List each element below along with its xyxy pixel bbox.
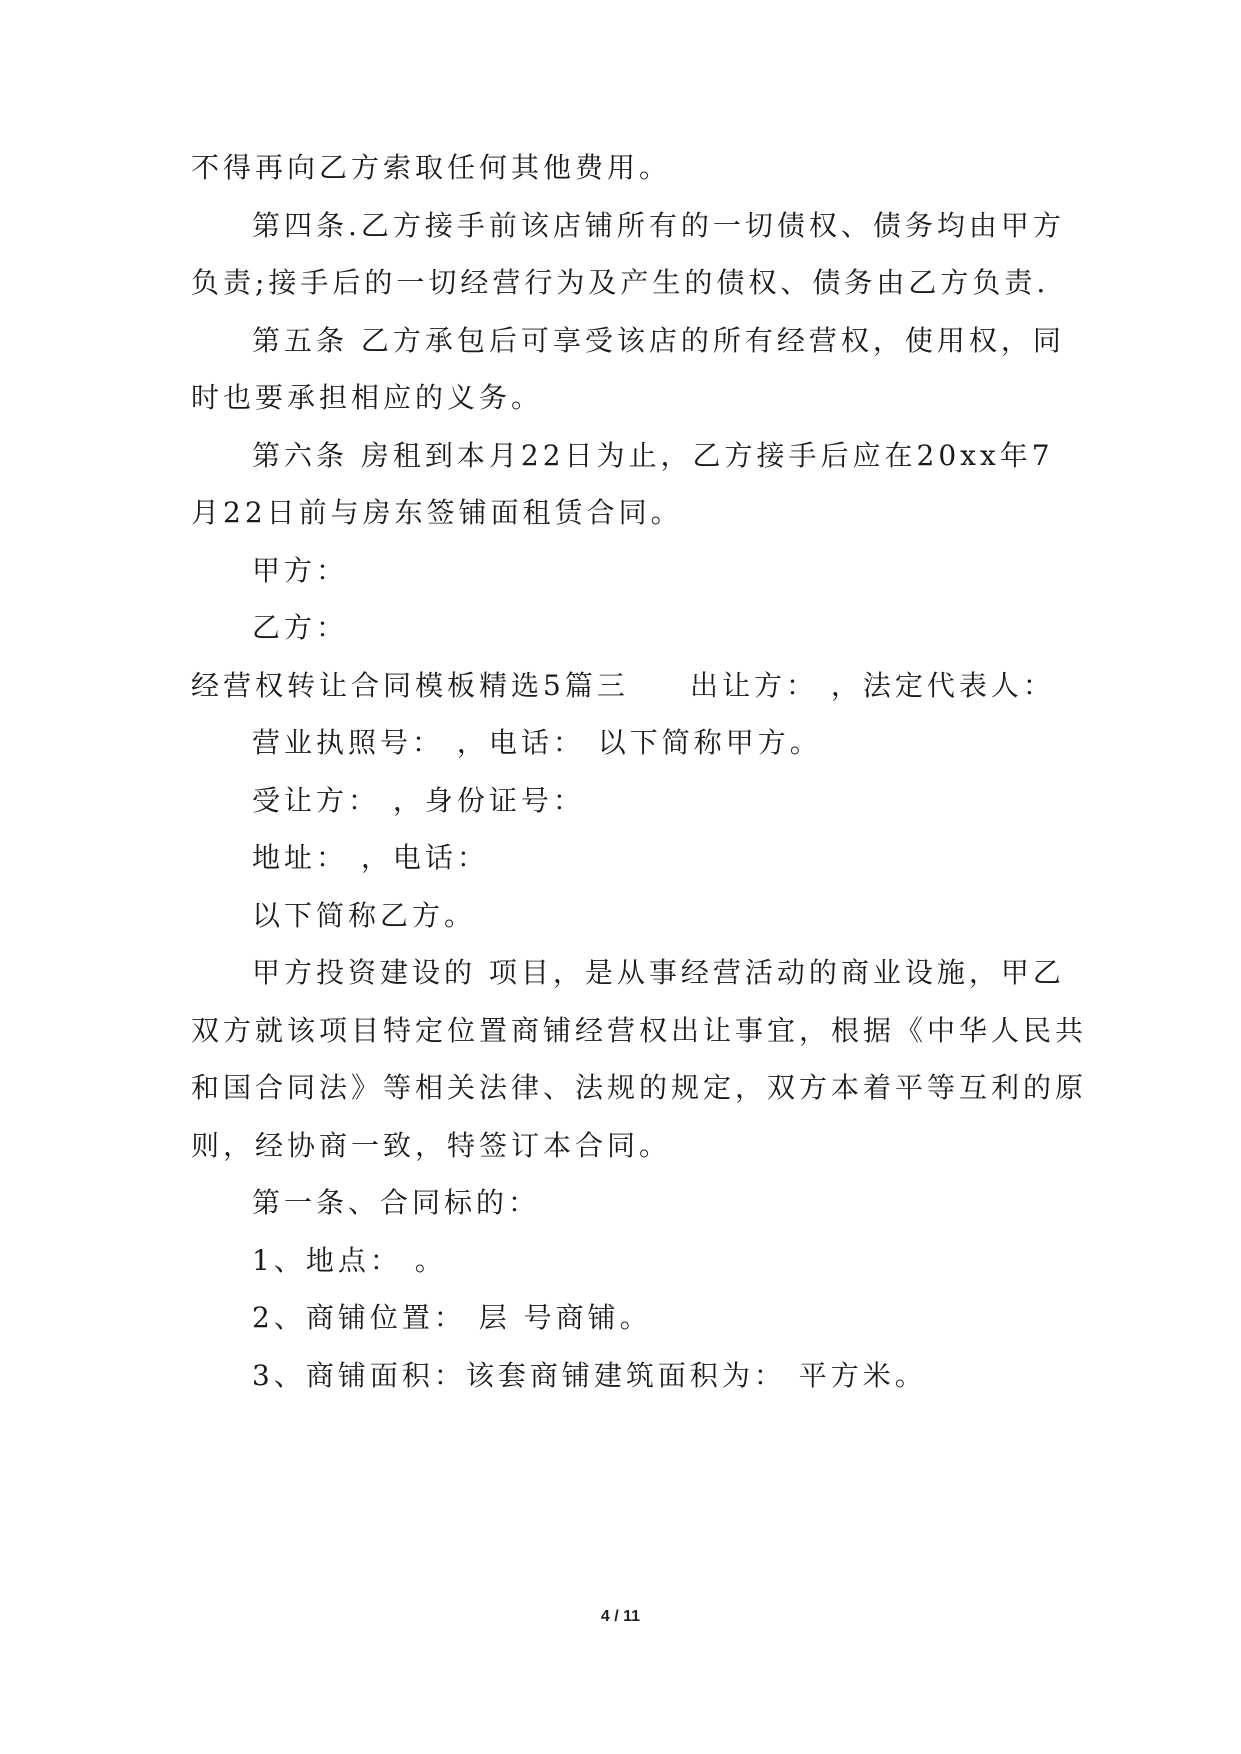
page-number: 4 / 11 — [600, 1608, 641, 1625]
text-line: 时也要承担相应的义务。 — [191, 381, 544, 414]
text-line: 不得再向乙方索取任何其他费用。 — [191, 151, 672, 184]
list-item: 1、地点： 。 — [252, 1244, 447, 1277]
text-line: 月22日前与房东签铺面租赁合同。 — [191, 496, 683, 529]
text-line: 第六条 房租到本月22日为止，乙方接手后应在20xx年7 — [252, 439, 1054, 472]
text-line: 受让方： ，身份证号： — [252, 784, 585, 817]
list-item: 2、商铺位置： 层 号商铺。 — [252, 1301, 652, 1334]
signature-party-a: 甲方： — [252, 554, 349, 587]
text-line: 第五条 乙方承包后可享受该店的所有经营权，使用权，同 — [252, 324, 1065, 357]
text-line: 地址： ，电话： — [252, 841, 489, 874]
section-heading: 经营权转让合同模板精选5篇三 — [191, 669, 629, 702]
text-line: 第一条、合同标的： — [252, 1186, 541, 1219]
list-item: 3、商铺面积：该套商铺建筑面积为： 平方米。 — [252, 1359, 927, 1392]
text-line: 甲方投资建设的 项目，是从事经营活动的商业设施，甲乙 — [252, 956, 1065, 989]
text-line: 双方就该项目特定位置商铺经营权出让事宜，根据《中华人民共 — [191, 1014, 1088, 1047]
text-line: 负责;接手后的一切经营行为及产生的债权、债务由乙方负责. — [191, 266, 1050, 299]
signature-party-b: 乙方： — [252, 611, 349, 644]
text-line: 以下简称乙方。 — [252, 899, 477, 932]
text-line: 营业执照号： ，电话： 以下简称甲方。 — [252, 726, 822, 759]
text-line: 出让方： ，法定代表人： — [690, 669, 1055, 702]
text-line: 和国合同法》等相关法律、法规的规定，双方本着平等互利的原 — [191, 1071, 1088, 1104]
text-line: 则，经协商一致，特签订本合同。 — [191, 1129, 672, 1162]
text-line: 第四条.乙方接手前该店铺所有的一切债权、债务均由甲方 — [252, 209, 1065, 242]
